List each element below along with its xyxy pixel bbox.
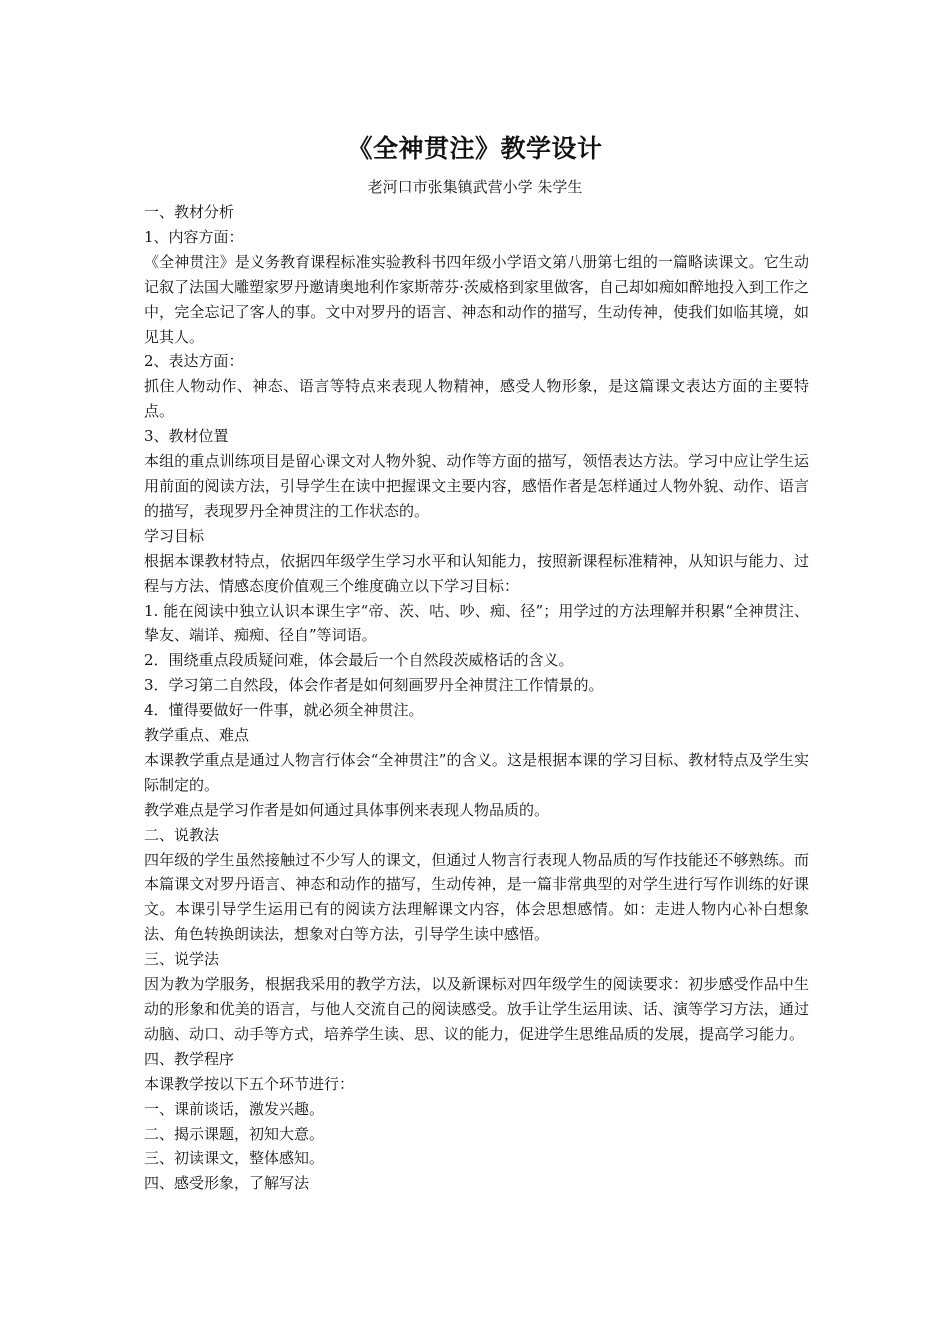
section-heading: 一、教材分析 [144,203,235,221]
list-item: 一、课前谈话，激发兴趣。 [144,1099,325,1118]
section-heading: 四、教学程序 [144,1049,235,1068]
list-item: 4．懂得要做好一件事，就必须全神贯注。 [144,701,424,720]
document-body [144,200,809,1196]
body-paragraph: 本课教学重点是通过人物言行体会“全神贯注”的含义。这是根据本课的学习目标、教材特点及学生实际制定的。 [144,750,809,794]
subsection-heading: 教学重点、难点 [144,726,250,745]
subsection-heading: 2、表达方面： [144,352,244,371]
list-item: 二、揭示课题，初知大意。 [144,1124,325,1143]
list-item: 3．学习第二自然段，体会作者是如何刻画罗丹全神贯注工作情景的。 [144,676,604,695]
body-paragraph: 教学难点是学习作者是如何通过具体事例来表现人物品质的。 [144,800,550,819]
subsection-heading: 3、教材位置 [144,427,229,446]
section-heading: 二、说教法 [144,825,220,844]
list-item: 1. 能在阅读中独立认识本课生字“帝、茨、咕、吵、痴、径”；用学过的方法理解并积累“全神贯注、挚友、端详、痴痴、径自”等词语。 [144,601,809,645]
section-heading: 三、说学法 [144,950,220,969]
list-item: 2．围绕重点段质疑问难，体会最后一个自然段茨威格话的含义。 [144,651,574,670]
document-title: 《全神贯注》教学设计 [347,134,603,163]
subsection-heading: 学习目标 [144,526,205,545]
list-item: 四、感受形象，了解写法 [144,1174,310,1193]
body-paragraph: 四年级的学生虽然接触过不少写人的课文，但通过人物言行表现人物品质的写作技能还不够熟练。而本篇课文对罗丹语言、神态和动作的描写，生动传神，是一篇非常典型的对学生进行写作训练的好课文。本课引导学生运用已有的阅读方法理解课文内容，体会思想感情。如：走进人物内心补白想象法、角色转换朗读法，想象对白等方法，引导学生读中感悟。 [144,850,809,944]
body-paragraph: 《全神贯注》是义务教育课程标准实验教科书四年级小学语文第八册第七组的一篇略读课文。它生动记叙了法国大雕塑家罗丹邀请奥地利作家斯蒂芬·茨威格到家里做客，自己却如痴如醉地投入到工作之中，完全忘记了客人的事。文中对罗丹的语言、神态和动作的描写，生动传神，使我们如临其境，如见其人。 [144,252,809,346]
body-paragraph: 因为教为学服务，根据我采用的教学方法，以及新课标对四年级学生的阅读要求：初步感受作品中生动的形象和优美的语言，与他人交流自己的阅读感受。放手让学生运用读、话、演等学习方法，通过动脑、动口、动手等方式，培养学生读、思、议的能力，促进学生思维品质的发展，提高学习能力。 [144,975,809,1043]
body-paragraph: 本组的重点训练项目是留心课文对人物外貌、动作等方面的描写，领悟表达方法。学习中应让学生运用前面的阅读方法，引导学生在读中把握课文主要内容，感悟作者是怎样通过人物外貌、动作、语言的描写，表现罗丹全神贯注的工作状态的。 [144,452,809,520]
document-author: 老河口市张集镇武营小学 朱学生 [367,178,583,196]
subsection-heading: 1、内容方面： [144,227,244,246]
body-paragraph: 抓住人物动作、神态、语言等特点来表现人物精神，感受人物形象，是这篇课文表达方面的主要特点。 [144,377,809,421]
body-paragraph: 根据本课教材特点，依据四年级学生学习水平和认知能力，按照新课程标准精神，从知识与能力、过程与方法、情感态度价值观三个维度确立以下学习目标： [144,551,809,595]
list-item: 三、初读课文，整体感知。 [144,1149,325,1168]
body-paragraph: 本课教学按以下五个环节进行： [144,1074,355,1093]
